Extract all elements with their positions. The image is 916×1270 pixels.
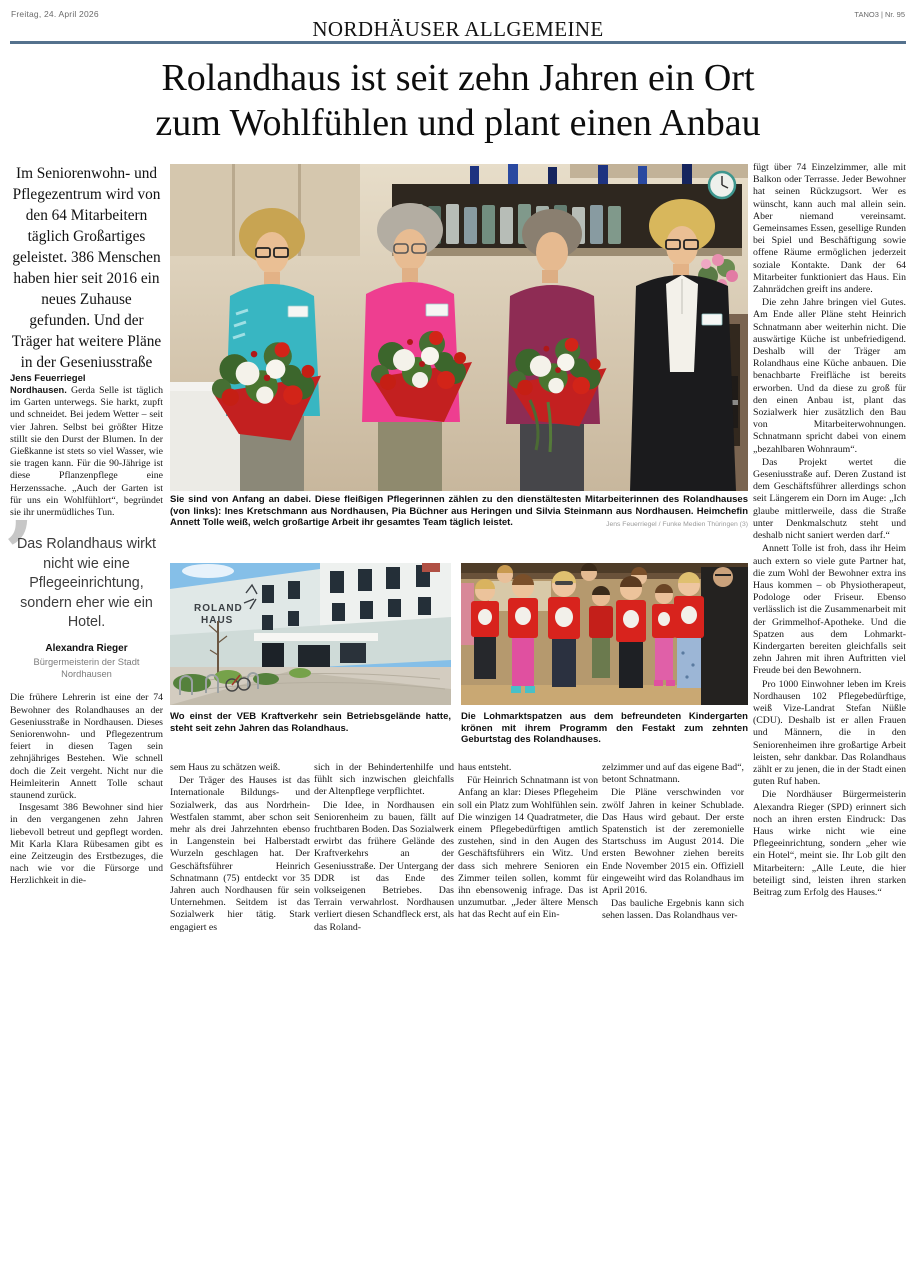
dateline: Nordhausen.	[10, 385, 67, 395]
byline: Jens Feuerriegel	[10, 373, 86, 384]
main-photo-caption: Sie sind von Anfang an dabei. Diese fleißigen Pflegerinnen zählen zu den dienstältesten Mitarbeiterinnen des Rolandhauses (von links): Ines Kretschmann aus Nordhausen, Pia Büchner aus Heringen und Silvia Steinmann aus Nordhausen. Heimchefin Annett Tolle weiß, welch großartige Arbeit ihr gesamtes Team täglich leistet.	[170, 494, 748, 529]
body-paragraph: sem Haus zu schätzen weiß.	[170, 762, 281, 773]
photo-credit: Jens Feuerriegel / Funke Medien Thüringen (3)	[606, 521, 748, 528]
building-photo-caption: Wo einst der VEB Kraftverkehr sein Betriebsgelände hatte, steht seit zehn Jahren das Rolandhaus.	[170, 711, 451, 734]
text-column-3	[314, 762, 454, 934]
text-column-4	[458, 762, 598, 922]
body-paragraph: Die Idee, in Nordhausen ein Seniorenheim zu bauen, fällt auf fruchtbaren Boden. Das Sozialwerk erwirbt das frühere Gelände des Kraftverkehrs an der Geseniusstraße. Der Untergang der DDR ist das Ende des volkseigenen Betriebes. Das Terrain verwahrlost. Nordhausen verliert diesen Schandfleck erst, als das Roland-	[314, 799, 454, 933]
body-paragraph: Die Nordhäuser Bürgermeisterin Alexandra Rieger (SPD) erinnert sich noch an ihren ersten Eindruck: Das Haus wirke nicht wie eine Pflegeeinrichtung, sondern „eher wie ein Hotel“, meint sie. Ihr Lob gilt den Mitarbeitern: „Alle Leute, die hier beteiligt sind, leisten ihren starken Beitrag zum Erfolg des Hauses.“	[753, 789, 906, 898]
body-paragraph: Insgesamt 386 Bewohner sind hier in den vergangenen zehn Jahren liebevoll betreut und gepflegt worden. Mit Karla Klara Rübesamen gibt es eine Zeitzeugin des Erstbezuges, die nach wie vor die Fürsorge und Herzlichkeit in die-	[10, 802, 163, 887]
standfirst: Im Seniorenwohn- und Pflegezentrum wird von den 64 Mitarbeitern täglich Großartiges geleistet. 386 Menschen haben hier seit 2016 ein neues Zuhause gefunden. Und der Träger hat weitere Pläne in der Geseniusstraße	[11, 165, 162, 371]
body-paragraph: haus entsteht.	[458, 762, 512, 773]
children-photo	[461, 563, 748, 705]
text-column-5	[602, 762, 744, 923]
body-paragraph: Das Projekt wertet die Geseniusstraße auf. Deren Zustand ist dem Geschäftsführer allerdings schon seit Längerem ein Dorn im Auge: „Ich glaube mittlerweile, dass die Straße unter Denkmalschutz steht und deshalb nicht saniert werden darf.“	[753, 456, 906, 542]
main-photo	[170, 164, 748, 491]
body-paragraph: Das bauliche Ergebnis kann sich sehen lassen. Das Rolandhaus ver-	[602, 898, 744, 922]
edition-number: TANO3 | Nr. 95	[854, 10, 905, 19]
body-paragraph: Annett Tolle ist froh, dass ihr Heim auch extern so viele gute Partner hat, die zum Wohl der Bewohner extra ins Haus kommen – ob Physiotherapeut, Podologe oder Friseur. Ebenso verlässlich ist die Zusammenarbeit mit der Grimmelhof-Apotheke. Und die Spatzen aus dem Lohmarkt-Kindergarten bereiten gleichfalls seit zehn Jahren mit ihren Auftritten viel Freude bei den Bewohnern.	[753, 543, 906, 677]
svg-text:HAUS: HAUS	[201, 615, 234, 626]
body-paragraph: zelzimmer und auf das eigene Bad“, betont Schnatmann.	[602, 762, 744, 786]
body-paragraph: Die zehn Jahre bringen viel Gutes. Am Ende aller Pläne steht Heinrich Schnatmann aber weiterhin nicht. Die auswärtige Küche ist unbefriedigend. Deshalb will der Träger am Rolandhaus eine Küche anbauen. Die benachbarte Freifläche ist bereits erworben. Und da diese zu groß für den einen Anbau ist, plant das Sozialwerk hier zusätzlich den Bau von Mitarbeiterwohnungen. Schnatmann spricht dabei von einem „bezahlbaren Wohnraum“.	[753, 297, 906, 455]
body-paragraph: Nordhausen. Gerda Selle ist täglich im Garten unterwegs. Sie harkt, zupft und schneidet. Bei jedem Wetter – seit vier Jahren. Selbst bei größter Hitze stillt sie den Durst der Blumen. In der Gießkanne ist stets so viel Wasser, wie sie tragen kann. Für die 90-Jährige ist diese Pflanzenpflege eine Herzenssache. „Auch der Garten ist für uns ein Wohlfühlort“, begründet sie ihr unermüdliches Tun.	[10, 385, 163, 519]
body-paragraph: Die Pläne verschwinden vor zwölf Jahren in keiner Schublade. Das Haus wird gebaut. Der erste Spatenstich ist der zeremonielle Startschuss im August 2014. Die ersten Bewohner ziehen bereits Ende November 2015 ein. Offiziell eingeweiht wird das Rolandhaus im April 2016.	[602, 787, 744, 897]
body-paragraph: Der Träger des Hauses ist das Internationale Bildungs- und Sozialwerk, das aus Nordrhein-Westfalen stammt, aber schon seit mehr als drei Jahrzehnten ebenso in Langenstein bei Halberstadt Wurzeln geschlagen hat. Der Geschäftsführer Heinrich Schnatmann (75) entdeckt vor 35 Jahren auch Nordhausen für sein Unternehmen. Seitdem ist das Sozialwerk hier tätig. Stark engagiert es	[170, 775, 310, 933]
body-paragraph: fügt über 74 Einzelzimmer, alle mit Balkon oder Terrasse. Jeder Bewohner hat seinen Rückzugsort. Wer es wünscht, kann auch mal allein sein. Aber niemand vereinsamt. Gemeinsames Essen, gesellige Runden bei Spiel und Beschäftigung sowie offene Räume ermöglichen jederzeit soziale Kontakte. Dank der 64 Mitarbeiter funktioniert das Haus. Ein Zahnrädchen greift ins andere.	[753, 162, 906, 296]
svg-text:ROLAND: ROLAND	[194, 603, 243, 614]
pull-quote	[4, 503, 163, 680]
body-paragraph: Die frühere Lehrerin ist eine der 74 Bewohner des Rolandhauses an der Geseniusstraße in Nordhausen. Dieses Seniorenwohn- und Pflegezentrum feiert in diesen Tagen sein zehnjähriges Bestehen. Wie schnell doch die Zeit vergeht. Nicht nur die Heimleiterin Annett Tolle schaut staunend zurück.	[10, 692, 163, 801]
text-column-2	[170, 762, 310, 934]
headline-line-1: Rolandhaus ist seit zehn Jahren ein Ort	[161, 57, 755, 99]
pull-quote-text: Das Rolandhaus wirkt nicht wie eine Pflegeeinrichtung, sondern eher wie ein Hotel.	[16, 536, 157, 631]
newspaper-masthead: NORDHÄUSER ALLGEMEINE	[312, 17, 604, 41]
quote-mark-icon: ’	[4, 503, 34, 605]
article-headline	[40, 56, 876, 146]
issue-date: Freitag, 24. April 2026	[11, 9, 99, 19]
pull-quote-author: Alexandra Rieger	[45, 642, 128, 654]
body-paragraph: sich in der Behindertenhilfe und fühlt sich inzwischen gleichfalls der Altenpflege verpflichtet.	[314, 762, 454, 798]
headline-line-2: zum Wohlfühlen und plant einen Anbau	[155, 102, 761, 144]
building-photo	[170, 563, 451, 705]
text-column-1	[4, 163, 163, 888]
body-paragraph: Pro 1000 Einwohner leben im Kreis Nordhausen 102 Pflegebedürftige, weiß Vize-Landrat Stefan Nüßle (CDU). Deshalb ist er allen Frauen und Männern, die in den Seniorenheimen ihre großartige Arbeit leisten, sehr dankbar. Das Rolandhaus zählt er zu jenen, die in der Stadt einen guten Ruf haben.	[753, 678, 906, 788]
pull-quote-role: Bürgermeisterin der Stadt Nordhausen	[33, 656, 140, 680]
children-photo-caption: Die Lohmarktspatzen aus dem befreundeten Kindergarten krönen mit ihrem Programm den Festakt zum zehnten Geburtstag des Rolandhauses.	[461, 711, 748, 746]
body-paragraph: Für Heinrich Schnatmann ist von Anfang an klar: Dieses Pflegeheim soll ein Platz zum Wohlfühlen sein. Die winzigen 14 Quadratmeter, die einem Pflegebedürftigen amtlich zustehen, sind in den Augen des Geschäftsführers ein Witz. Und dass sich mehrere Senioren ein Zimmer teilen sollen, kommt für ihn ebensowenig infrage. Das ist unzumutbar. „Jeder ältere Mensch hat das Recht auf ein Ein-	[458, 775, 598, 921]
text-column-6	[753, 162, 906, 899]
header-rule	[10, 41, 906, 44]
